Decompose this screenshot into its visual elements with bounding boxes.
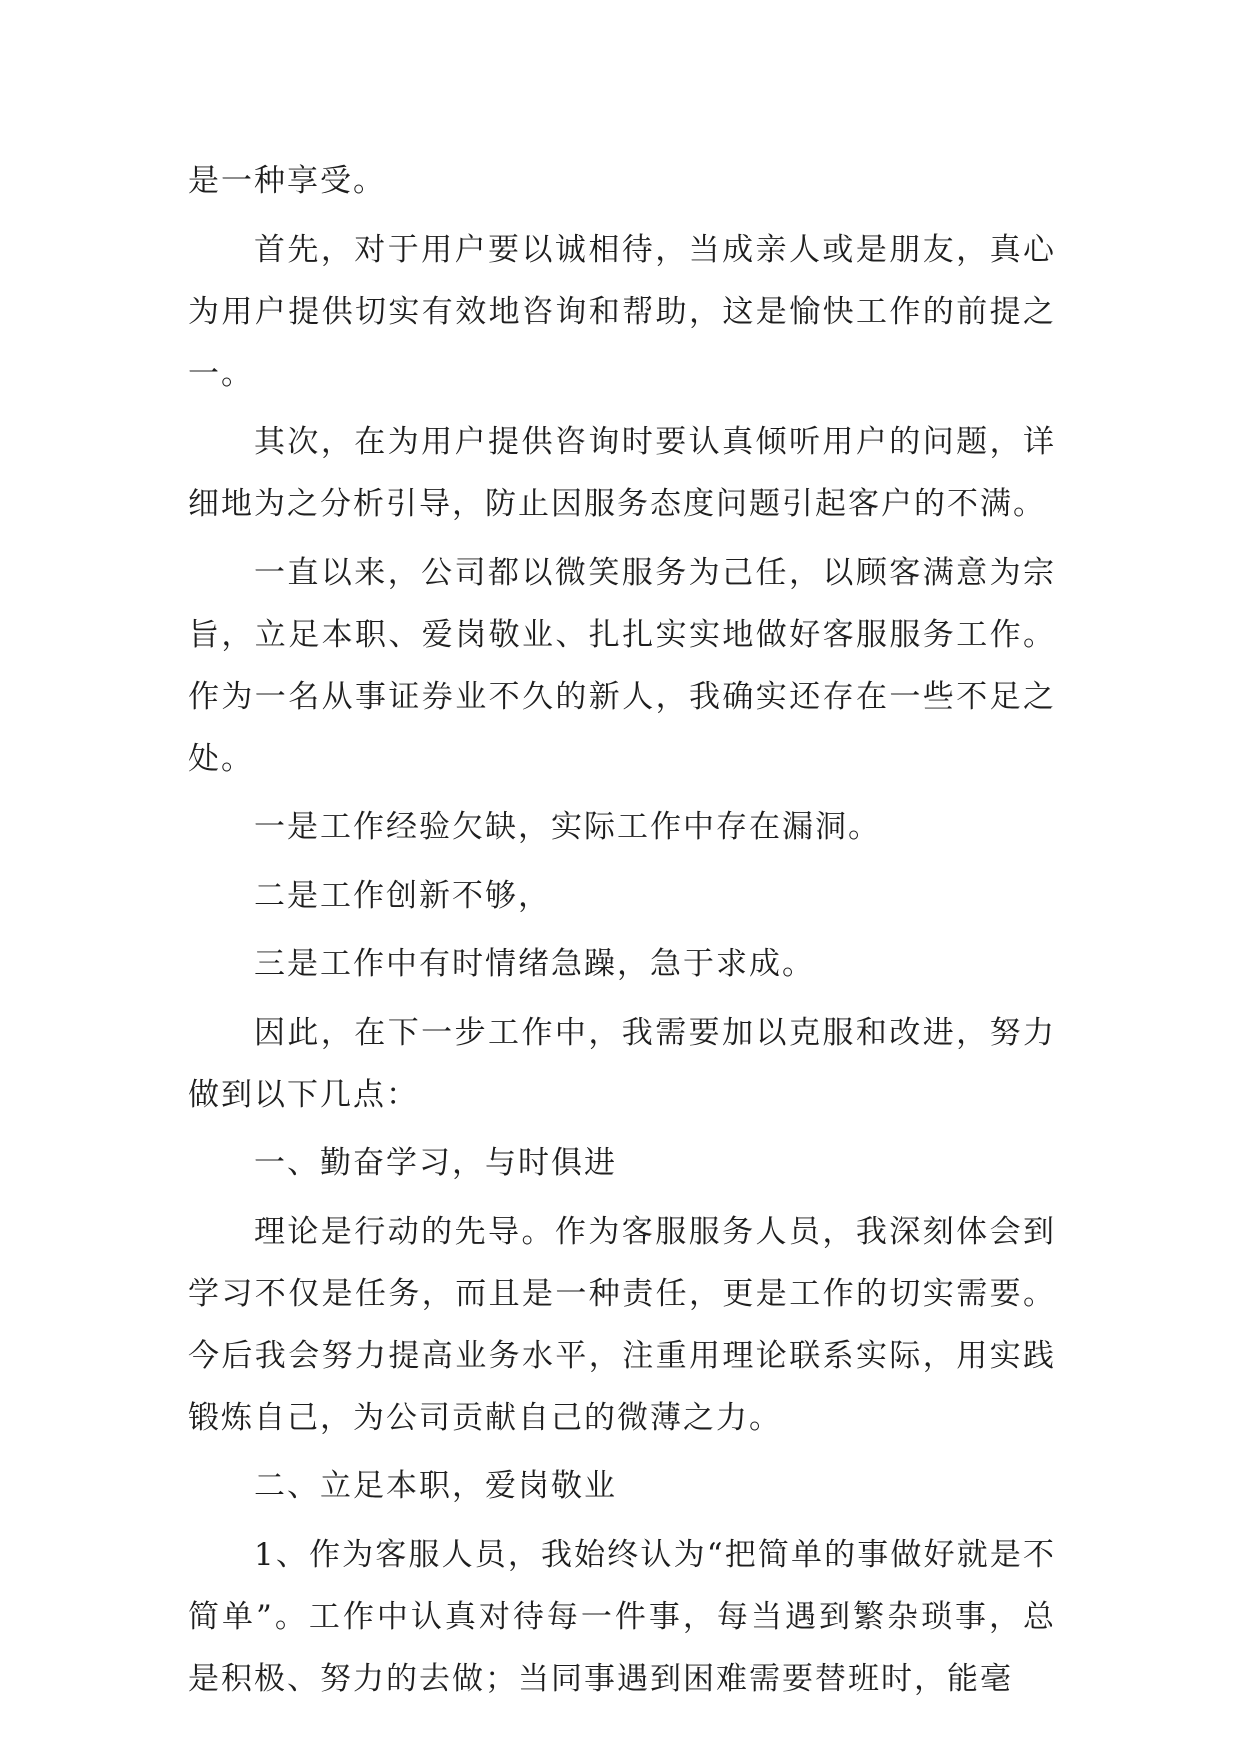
paragraph: 三是工作中有时情绪急躁，急于求成。 <box>254 946 815 982</box>
paragraph: 理论是行动的先导。作为客服服务人员，我深刻体会到学习不仅是任务，而且是一种责任，更是工作的切实需要。今后我会努力提高业务水平，注重用理论联系实际，用实践锻炼自己，为公司贡献自己的微薄之力。 <box>188 1213 1056 1436</box>
paragraph: 其次，在为用户提供咨询时要认真倾听用户的问题，详细地为之分析引导，防止因服务态度问题引起客户的不满。 <box>188 424 1056 522</box>
paragraph: 是一种享受。 <box>188 163 386 199</box>
paragraph: 二是工作创新不够， <box>254 877 551 914</box>
paragraph: 首先，对于用户要以诚相待，当成亲人或是朋友，真心为用户提供切实有效地咨询和帮助，这是愉快工作的前提之一。 <box>188 231 1056 392</box>
paragraph: 一是工作经验欠缺，实际工作中存在漏洞。 <box>254 809 881 845</box>
section-heading: 一、勤奋学习，与时俱进 <box>254 1145 617 1181</box>
paragraph: 一直以来，公司都以微笑服务为己任，以顾客满意为宗旨，立足本职、爱岗敬业、扎扎实实地做好客服服务工作。作为一名从事证券业不久的新人，我确实还存在一些不足之处。 <box>188 554 1056 777</box>
paragraph: 因此，在下一步工作中，我需要加以克服和改进，努力做到以下几点： <box>188 1014 1056 1113</box>
section-heading: 二、立足本职，爱岗敬业 <box>254 1468 617 1504</box>
paragraph: 1、作为客服人员，我始终认为“把简单的事做好就是不简单”。工作中认真对待每一件事，每当遇到繁杂琐事，总是积极、努力的去做；当同事遇到困难需要替班时，能毫 <box>188 1536 1056 1697</box>
document-body <box>188 150 1056 1716</box>
